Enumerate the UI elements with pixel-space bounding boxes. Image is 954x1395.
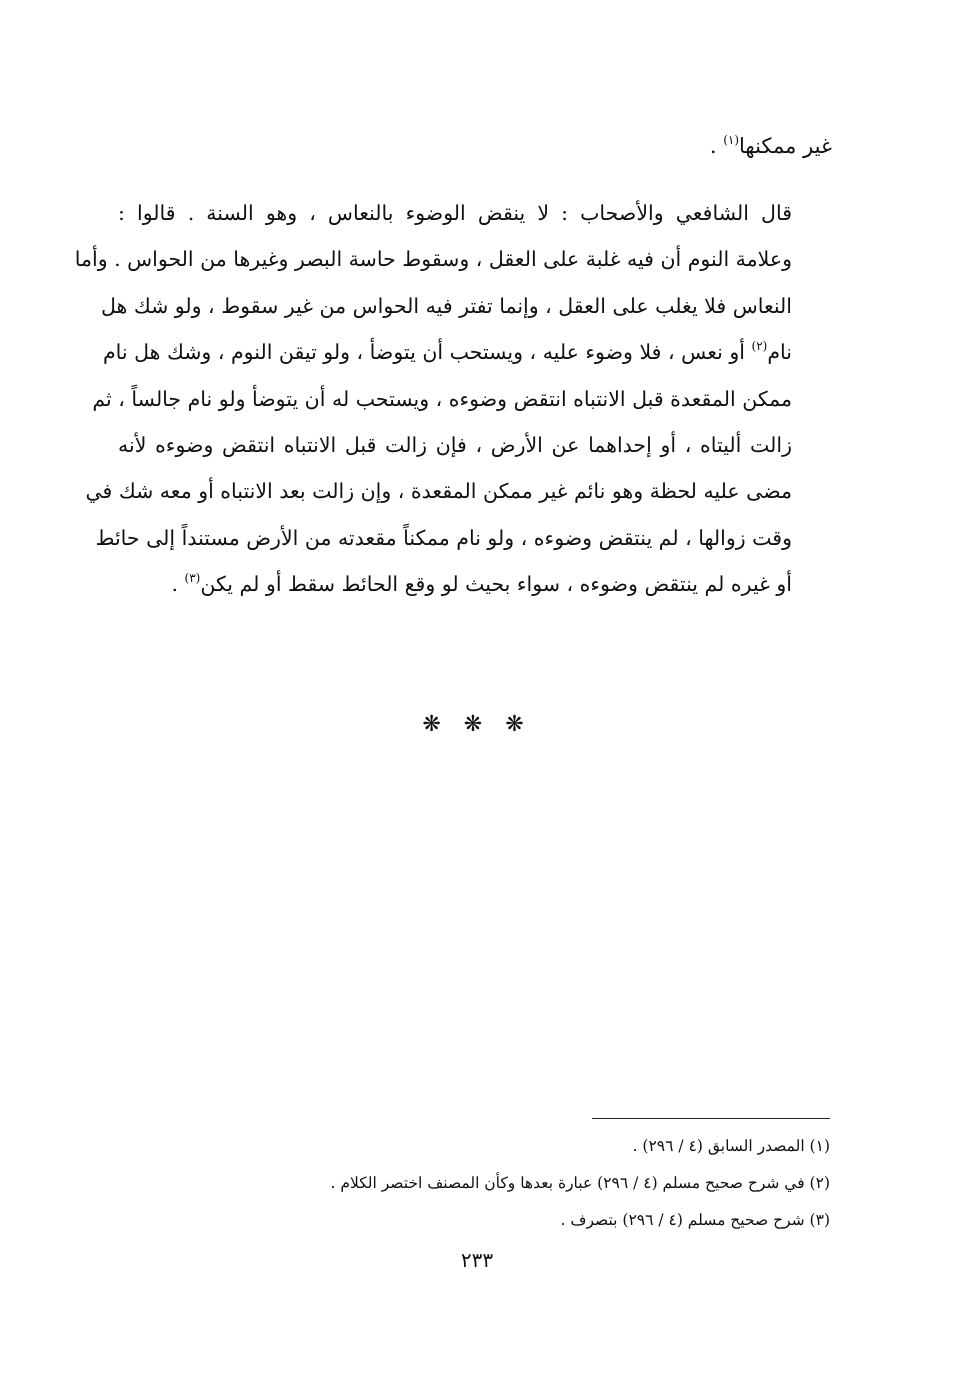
opening-end: . <box>709 134 724 158</box>
footnotes-section <box>180 1128 830 1239</box>
paragraph-line-1: قال الشافعي والأصحاب : لا ينقض الوضوء بالنعاس ، وهو السنة . قالوا : <box>118 201 792 225</box>
footnote-2: (٢) في شرح صحيح مسلم (٤ / ٢٩٦) عبارة بعدها وكأن المصنف اختصر الكلام . <box>330 1174 830 1192</box>
footnote-ref-1: (١) <box>723 133 740 147</box>
opening-line <box>118 126 832 166</box>
paragraph-line-9 <box>118 561 832 607</box>
footnote-3: (٣) شرح صحيح مسلم (٤ / ٢٩٦) بتصرف . <box>560 1211 830 1229</box>
footnote-ref-3: (٣) <box>184 571 201 586</box>
footnote-divider <box>592 1118 830 1119</box>
main-paragraph <box>74 190 832 608</box>
line4-rest: أو نعس ، فلا وضوء عليه ، ويستحب أن يتوضأ ، ولو تيقن النوم ، وشك هل نام <box>102 340 745 365</box>
paragraph-line-2: وعلامة النوم أن فيه غلبة على العقل ، وسقوط حاسة البصر وغيرها من الحواس . وأما <box>74 247 792 272</box>
paragraph-line-7: مضى عليه لحظة وهو نائم غير ممكن المقعدة ، وإن زالت بعد الانتباه أو معه شك في <box>85 479 792 504</box>
paragraph-line-4 <box>102 329 832 375</box>
paragraph-end: . <box>171 572 185 597</box>
paragraph-line-5: ممكن المقعدة قبل الانتباه انتقض وضوءه ، ويستحب له أن يتوضأ ولو نام جالساً ، ثم <box>92 386 792 411</box>
opening-text: غير ممكنها <box>739 134 832 158</box>
paragraph-line-8: وقت زوالها ، لم ينتقض وضوءه ، ولو نام ممكناً مقعدته من الأرض مستنداً إلى حائط <box>95 525 792 550</box>
page-number: ٢٣٣ <box>460 1248 494 1272</box>
paragraph-line-3: النعاس فلا يغلب على العقل ، وإنما تفتر فيه الحواس من غير سقوط ، ولو شك هل <box>100 293 792 318</box>
line4-lead: نام <box>767 340 792 365</box>
paragraph-line-6: زالت أليتاه ، أو إحداهما عن الأرض ، فإن زالت قبل الانتباه انتقض وضوءه لأنه <box>118 433 792 458</box>
footnote-ref-2: (٢) <box>751 339 768 354</box>
line9-text: أو غيره لم ينتقض وضوءه ، سواء بحيث لو وقع الحائط سقط أو لم يكن <box>200 572 792 597</box>
footnote-1: (١) المصدر السابق (٤ / ٢٩٦) . <box>632 1137 830 1155</box>
section-separator: ❋ ❋ ❋ <box>422 712 532 737</box>
